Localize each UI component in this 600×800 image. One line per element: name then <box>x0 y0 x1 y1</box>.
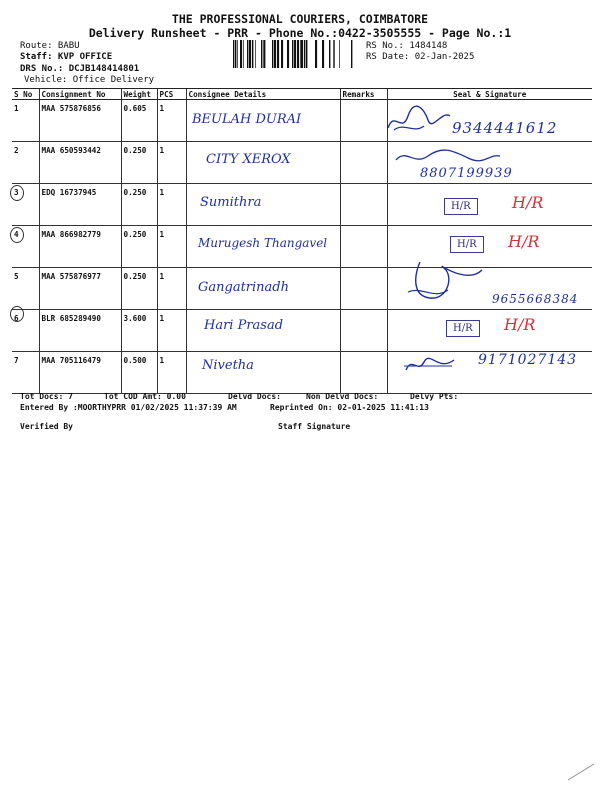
consignee-handwriting: Gangatrinadh <box>198 280 289 295</box>
row-remarks <box>340 100 387 142</box>
signature-phone: 8807199939 <box>420 166 513 181</box>
verified-by-label: Verified By <box>20 422 73 431</box>
row-sno: 1 <box>12 100 39 142</box>
consignee-handwriting: Murugesh Thangavel <box>198 236 328 250</box>
drs-label: DRS No.: DCJB148414801 <box>20 64 140 74</box>
row-sno: 6 <box>12 310 39 352</box>
rs-date: RS Date: 02-Jan-2025 <box>366 52 475 62</box>
table-header-row <box>12 89 592 100</box>
vehicle-label: Vehicle: Office Delivery <box>24 75 155 85</box>
hir-red-mark: H/R <box>504 315 536 334</box>
signature-scribble-icon <box>392 146 502 168</box>
delivered-docs: Delvd Docs: <box>228 392 281 401</box>
col-sno: S No <box>12 89 39 100</box>
rs-number: RS No.: 1484148 <box>366 41 448 51</box>
row-pcs: 1 <box>157 268 186 310</box>
row-pcs: 1 <box>157 100 186 142</box>
reprinted-on: Reprinted On: 02-01-2025 11:41:13 <box>270 403 429 412</box>
row-mark-circle <box>10 227 24 243</box>
row-consignment: MAA 705116479 <box>39 352 121 394</box>
hir-seal: H/R <box>446 320 480 337</box>
col-pcs: PCS <box>157 89 186 100</box>
row-weight: 0.250 <box>121 268 157 310</box>
row-weight: 0.250 <box>121 226 157 268</box>
staff-label: Staff: KVP OFFICE <box>20 52 113 62</box>
col-consignee: Consignee Details <box>186 89 340 100</box>
table-row <box>12 184 592 226</box>
row-remarks <box>340 310 387 352</box>
row-consignment: MAA 866982779 <box>39 226 121 268</box>
consignee-handwriting: CITY XEROX <box>206 152 291 167</box>
delivery-points: Delvy Pts: <box>410 392 459 401</box>
row-signature-cell <box>387 184 592 226</box>
route-label: Route: BABU <box>20 41 80 51</box>
signature-phone: 9171027143 <box>478 352 578 368</box>
staff-signature-label: Staff Signature <box>278 422 351 431</box>
total-cod: Tot COD Amt: 0.00 <box>104 392 186 401</box>
row-remarks <box>340 352 387 394</box>
signature-scribble-icon <box>384 104 454 138</box>
row-weight: 0.250 <box>121 184 157 226</box>
row-sno: 7 <box>12 352 39 394</box>
consignee-handwriting: Sumithra <box>200 195 262 210</box>
row-sno: 3 <box>12 184 39 226</box>
row-pcs: 1 <box>157 226 186 268</box>
row-consignment: EDQ 16737945 <box>39 184 121 226</box>
row-weight: 3.600 <box>121 310 157 352</box>
row-pcs: 1 <box>157 310 186 352</box>
hir-red-mark: H/R <box>512 193 544 212</box>
runsheet-subtitle: Delivery Runsheet - PRR - Phone No.:0422-3505555 - Page No.:1 <box>88 26 512 40</box>
signature-scribble-icon <box>402 352 458 376</box>
row-weight: 0.605 <box>121 100 157 142</box>
row-weight: 0.500 <box>121 352 157 394</box>
row-remarks <box>340 142 387 184</box>
hir-seal: H/R <box>450 236 484 253</box>
row-mark-circle <box>10 306 24 322</box>
row-consignment: MAA 575876977 <box>39 268 121 310</box>
row-remarks <box>340 226 387 268</box>
company-title: THE PROFESSIONAL COURIERS, COIMBATORE <box>171 12 429 26</box>
row-consignment: MAA 650593442 <box>39 142 121 184</box>
row-pcs: 1 <box>157 142 186 184</box>
col-remarks: Remarks <box>340 89 387 100</box>
col-signature: Seal & Signature <box>387 89 592 100</box>
non-delivered-docs: Non Delvd Docs: <box>306 392 379 401</box>
row-signature-cell <box>387 310 592 352</box>
hir-seal: H/R <box>444 198 478 215</box>
col-weight: Weight <box>121 89 157 100</box>
consignee-handwriting: Nivetha <box>202 358 254 373</box>
row-consignment: MAA 575876856 <box>39 100 121 142</box>
row-sno: 2 <box>12 142 39 184</box>
barcode-icon <box>233 40 357 68</box>
col-consignment: Consignment No <box>39 89 121 100</box>
signature-phone: 9655668384 <box>492 292 579 306</box>
row-consignment: BLR 685289490 <box>39 310 121 352</box>
consignee-handwriting: Hari Prasad <box>204 318 284 333</box>
row-sno: 4 <box>12 226 39 268</box>
row-weight: 0.250 <box>121 142 157 184</box>
consignee-handwriting: BEULAH DURAI <box>192 112 302 127</box>
hir-red-mark: H/R <box>508 232 540 251</box>
signature-scribble-icon <box>404 256 488 306</box>
row-sno: 5 <box>12 268 39 310</box>
total-docs: Tot Docs: 7 <box>20 392 73 401</box>
pen-mark-icon <box>566 762 596 782</box>
entered-by: Entered By :MOORTHYPRR 01/02/2025 11:37:39 AM <box>20 403 237 412</box>
signature-phone: 9344441612 <box>452 119 558 137</box>
row-pcs: 1 <box>157 352 186 394</box>
row-remarks <box>340 184 387 226</box>
row-mark-circle <box>10 185 24 201</box>
row-pcs: 1 <box>157 184 186 226</box>
row-remarks <box>340 268 387 310</box>
